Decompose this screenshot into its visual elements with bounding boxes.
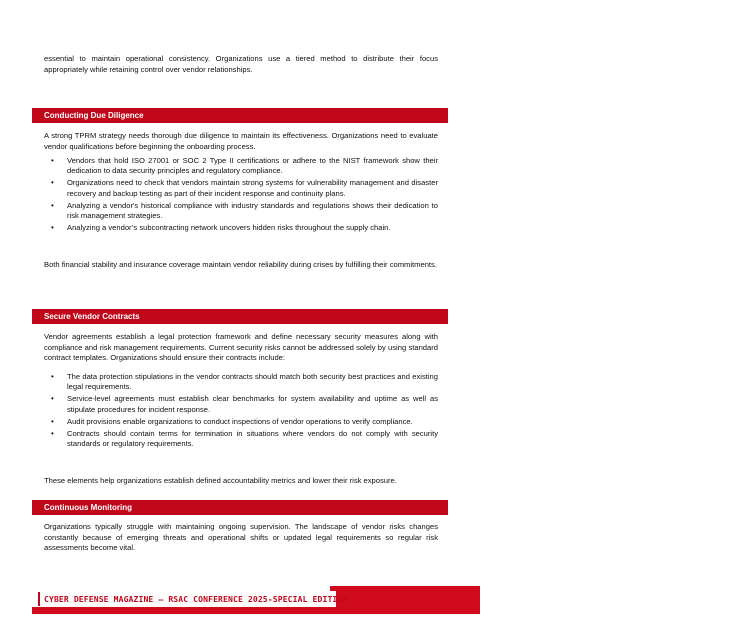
section-heading-vendor-contracts: Secure Vendor Contracts — [32, 309, 448, 324]
intro-paragraph: essential to maintain operational consistency. Organizations use a tiered method to distribute their focus appropriately while retaining control over vendor relationships. — [44, 54, 438, 74]
section-heading-continuous-monitoring: Continuous Monitoring — [32, 500, 448, 515]
list-item: • Analyzing a vendor’s subcontracting network uncovers hidden risks throughout the supply chain. — [51, 223, 391, 233]
section-intro-due-diligence: A strong TPRM strategy needs thorough due diligence to maintain its effectiveness. Organizations need to evaluate vendor qualifications before beginning the onboarding process. — [44, 131, 438, 151]
section-heading-due-diligence: Conducting Due Diligence — [32, 108, 448, 123]
bullet-icon: • — [51, 200, 54, 210]
bullet-list-due-diligence — [44, 156, 438, 235]
list-item: • Service-level agreements must establish clear benchmarks for system availability and uptime as well as stipulate procedures for incident response. — [51, 394, 438, 414]
section-outro-vendor-contracts: These elements help organizations establish defined accountability metrics and lower their risk exposure. — [44, 476, 397, 485]
footer-red-block — [330, 586, 745, 614]
list-item: • The data protection stipulations in the vendor contracts should match both security best practices and existing legal requirements. — [51, 372, 438, 392]
page-footer — [0, 586, 745, 621]
footer-red-line — [32, 606, 330, 614]
bullet-icon: • — [51, 416, 54, 426]
bullet-icon: • — [51, 394, 54, 404]
bullet-icon: • — [51, 372, 54, 381]
list-item: • Analyzing a vendor's historical compliance with industry standards and regulations shows their dedication to risk management strategies. — [51, 200, 438, 221]
bullet-icon: • — [51, 156, 54, 165]
list-item: • Contracts should contain terms for termination in situations where vendors do not comply with security standards or regulatory requirements. — [51, 428, 438, 449]
list-item: • Organizations need to check that vendors maintain strong systems for vulnerability management and disaster recovery and backup testing as part of their incident response and continuity plans. — [51, 178, 438, 198]
list-item: • Vendors that hold ISO 27001 or SOC 2 Type II certifications or adhere to the NIST framework show their dedication to data security principles and regulatory compliance. — [51, 156, 438, 176]
bullet-icon: • — [51, 223, 54, 233]
bullet-icon: • — [51, 428, 54, 438]
footer-accent-mark — [38, 592, 40, 606]
section-intro-continuous-monitoring: Organizations typically struggle with maintaining ongoing supervision. The landscape of vendor risks changes constantly because of emerging threats and operational shifts or updated legal requirements so regular risk assessments become vital. — [44, 522, 438, 553]
section-intro-vendor-contracts: Vendor agreements establish a legal protection framework and define necessary security measures along with compliance and risk management requirements. Current security risks cannot be addressed solely by using standard contract templates. Organizations should ensure their contracts include: — [44, 332, 438, 363]
footer-title: CYBER DEFENSE MAGAZINE – RSAC CONFERENCE 2025-SPECIAL EDITION — [44, 594, 348, 604]
page-number: 62 — [734, 593, 745, 604]
list-item: • Audit provisions enable organizations to conduct inspections of vendor operations to verify compliance. — [51, 416, 413, 426]
bullet-icon: • — [51, 178, 54, 188]
bullet-list-vendor-contracts — [44, 372, 438, 451]
section-outro-due-diligence: Both financial stability and insurance coverage maintain vendor reliability during crises by fulfilling their commitments. — [44, 260, 437, 269]
